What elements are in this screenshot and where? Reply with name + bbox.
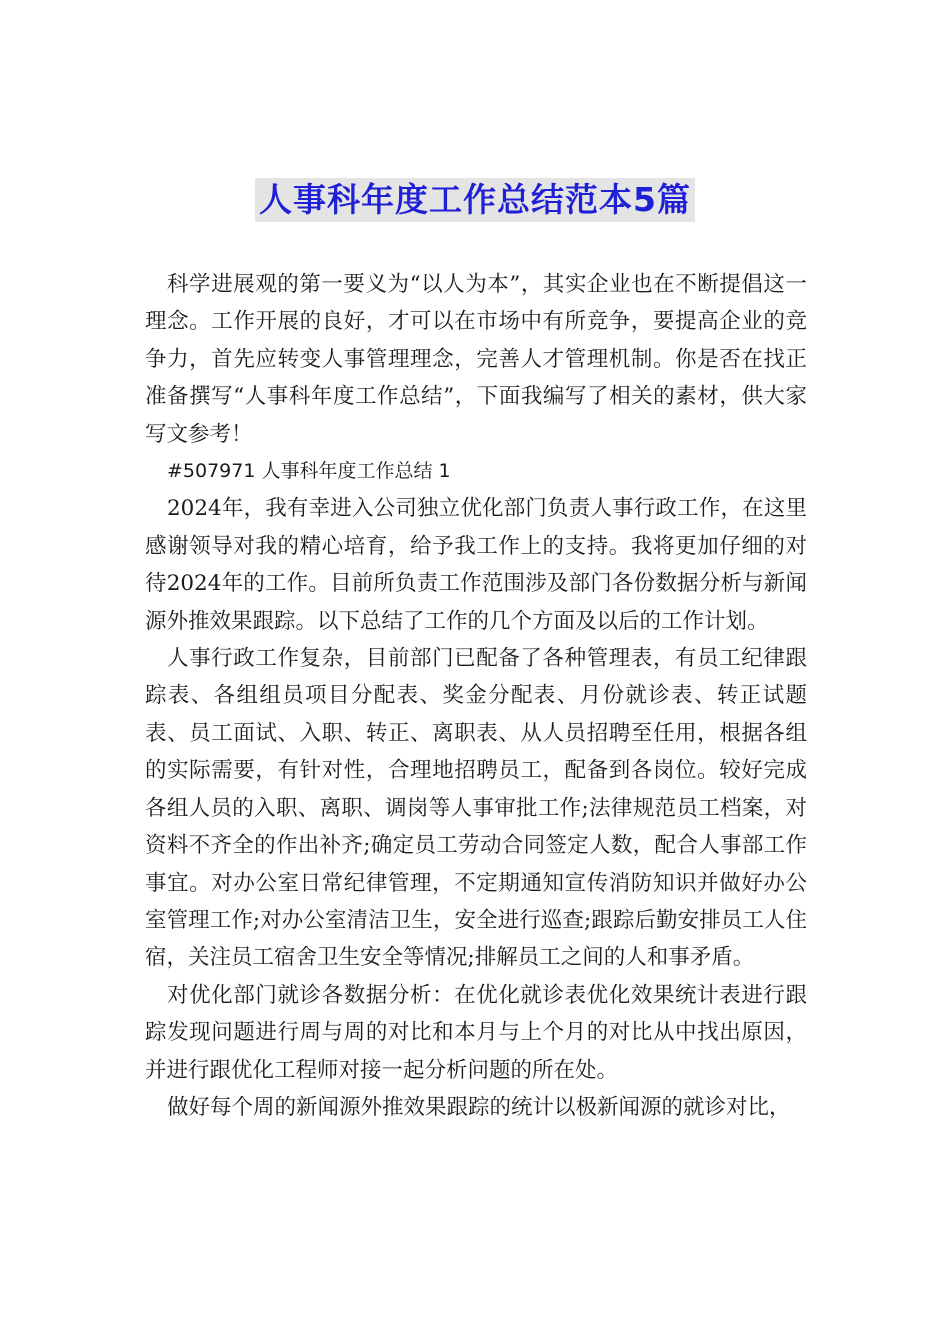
body-paragraph: 人事行政工作复杂，目前部门已配备了各种管理表，有员工纪律跟踪表、各组组员项目分配表、奖金分配表、月份就诊表、转正试题表、员工面试、入职、转正、离职表、从人员招聘至任用，根据各组的实际需要，有针对性，合理地招聘员工，配备到各岗位。较好完成各组人员的入职、离职、调岗等人事审批工作;法律规范员工档案，对资料不齐全的作出补齐;确定员工劳动合同签定人数，配合人事部工作事宜。对办公室日常纪律管理，不定期通知宣传消防知识并做好办公室管理工作;对办公室清洁卫生，安全进行巡查;跟踪后勤安排员工人住宿，关注员工宿舍卫生安全等情况;排解员工之间的人和事矛盾。 [145, 646, 807, 971]
body-paragraph: 对优化部门就诊各数据分析：在优化就诊表优化效果统计表进行跟踪发现问题进行周与周的对比和本月与上个月的对比从中找出原因，并进行跟优化工程师对接一起分析问题的所在处。 [145, 982, 807, 1083]
title-container [0, 178, 950, 222]
body-paragraph: 2024年，我有幸进入公司独立优化部门负责人事行政工作，在这里感谢领导对我的精心培育，给予我工作上的支持。我将更加仔细的对待2024年的工作。目前所负责工作范围涉及部门各份数据分析与新闻源外推效果跟踪。以下总结了工作的几个方面及以后的工作计划。 [145, 496, 807, 634]
document-body [145, 266, 807, 1126]
intro-paragraph: 科学进展观的第一要义为“以人为本”，其实企业也在不断提倡这一理念。工作开展的良好，才可以在市场中有所竞争，要提高企业的竞争力，首先应转变人事管理理念，完善人才管理机制。你是否在找正准备撰写“人事科年度工作总结”，下面我编写了相关的素材，供大家写文参考！ [145, 272, 807, 447]
body-paragraph: 做好每个周的新闻源外推效果跟踪的统计以极新闻源的就诊对比， [167, 1094, 791, 1120]
document-title: 人事科年度工作总结范本5篇 [255, 178, 695, 222]
section-heading: #507971 人事科年度工作总结 1 [167, 460, 451, 483]
